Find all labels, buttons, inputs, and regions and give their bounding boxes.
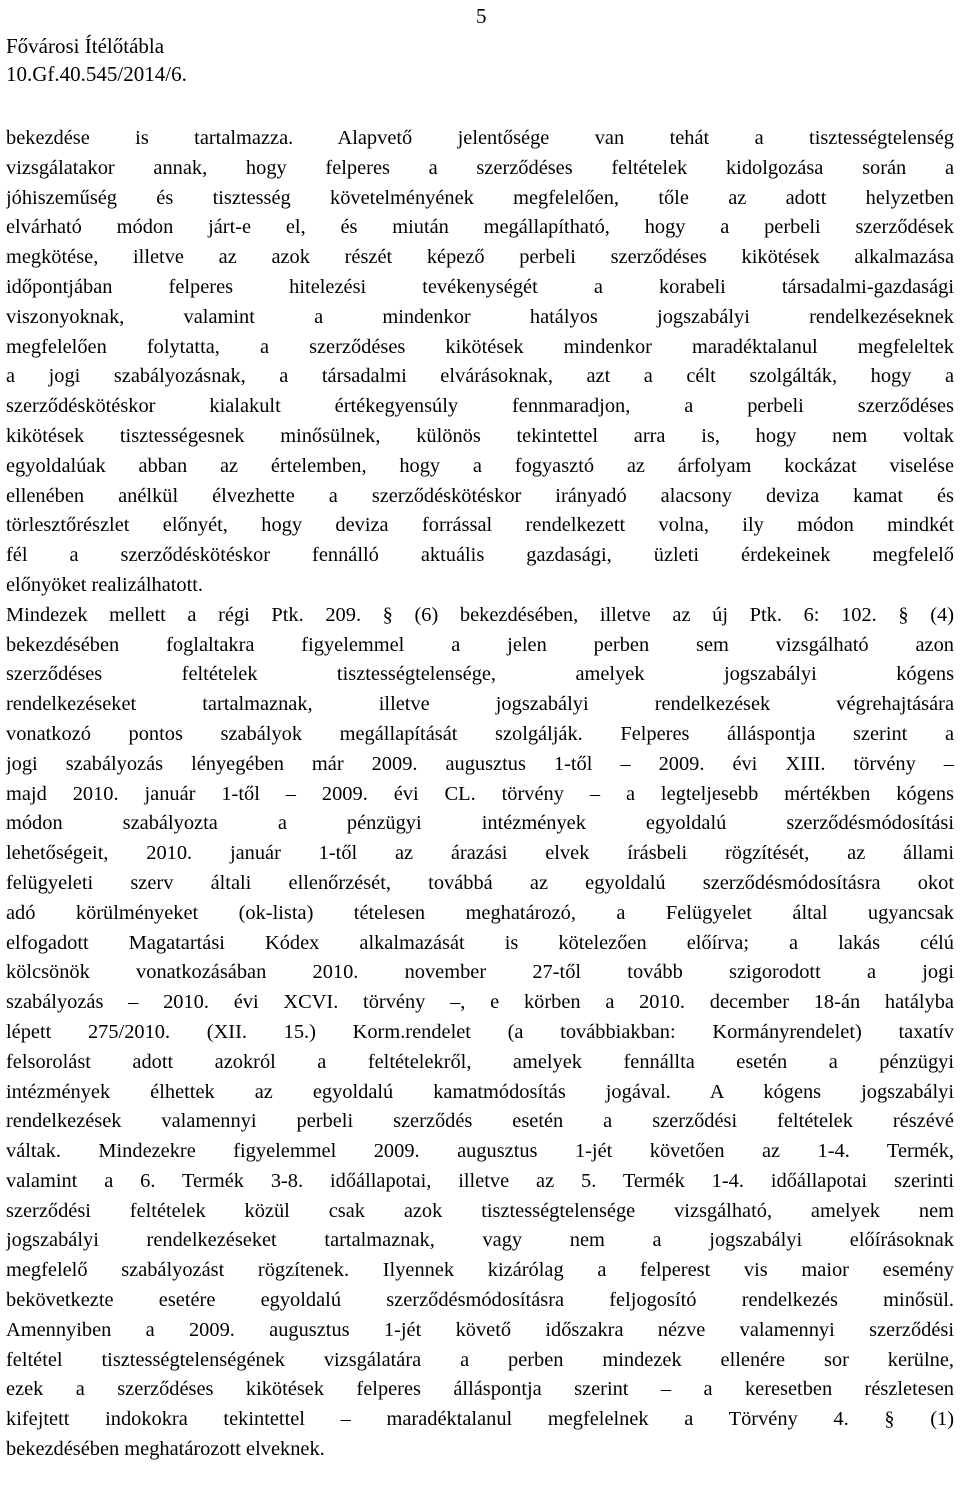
text-line: ellenében anélkül élvezhette a szerződéskötéskor irányadó alacsony deviza kamat és — [6, 484, 954, 507]
text-line: viszonyoknak, valamint a mindenkor hatályos jogszabályi rendelkezéseknek — [6, 305, 954, 328]
text-line: kölcsönök vonatkozásában 2010. november 27-től tovább szigorodott a jogi — [6, 961, 954, 984]
text-line: majd 2010. január 1-től – 2009. évi CL. törvény – a legteljesebb mértékben kógens — [6, 782, 954, 805]
text-line: jogi szabályozás lényegében már 2009. augusztus 1-től – 2009. évi XIII. törvény – — [6, 752, 954, 775]
text-line: a jogi szabályozásnak, a társadalmi elvárásoknak, azt a célt szolgálták, hogy a — [6, 365, 954, 388]
text-line: adó körülményeket (ok-lista) tételesen meghatározó, a Felügyelet által ugyancsak — [6, 901, 954, 924]
text-line: jogszabályi rendelkezéseket tartalmaznak, vagy nem a jogszabályi előírásoknak — [6, 1229, 954, 1252]
text-line: váltak. Mindezekre figyelemmel 2009. augusztus 1-jét követően az 1-4. Termék, — [6, 1140, 954, 1163]
text-line: ezek a szerződéses kikötések felperes álláspontja szerint – a keresetben részletesen — [6, 1378, 954, 1401]
case-number: 10.Gf.40.545/2014/6. — [6, 62, 187, 86]
text-line: bekövetkezte esetére egyoldalú szerződésmódosításra feljogosító rendelkezés minősül. — [6, 1289, 954, 1312]
text-line: szerződéskötéskor kialakult értékegyensúly fennmaradjon, a perbeli szerződéses — [6, 395, 954, 418]
text-line: időpontjában felperes hitelezési tevékenységét a korabeli társadalmi-gazdasági — [6, 275, 954, 298]
text-line: vonatkozó pontos szabályok megállapítását szolgálják. Felperes álláspontja szerint a — [6, 722, 954, 745]
text-line: Amennyiben a 2009. augusztus 1-jét követő időszakra nézve valamennyi szerződési — [6, 1318, 954, 1341]
text-line: Mindezek mellett a régi Ptk. 209. § (6) bekezdésében, illetve az új Ptk. 6: 102. § (4) — [6, 603, 954, 626]
text-line: felügyeleti szerv általi ellenőrzését, továbbá az egyoldalú szerződésmódosításra okot — [6, 871, 954, 894]
page-number: 5 — [476, 4, 487, 28]
document-body — [6, 124, 954, 1465]
text-line: intézmények élhettek az egyoldalú kamatmódosítás jogával. A kógens jogszabályi — [6, 1080, 954, 1103]
text-line: megfelelően folytatta, a szerződéses kikötések mindenkor maradéktalanul megfeleltek — [6, 335, 954, 358]
text-line: szerződési feltételek közül csak azok tisztességtelensége vizsgálható, amelyek nem — [6, 1199, 954, 1222]
text-line: bekezdése is tartalmazza. Alapvető jelentősége van tehát a tisztességtelenség — [6, 127, 954, 149]
text-line: rendelkezések valamennyi perbeli szerződés esetén a szerződési feltételek részévé — [6, 1110, 954, 1133]
text-line: felsorolást adott azokról a feltételekről, amelyek fennállta esetén a pénzügyi — [6, 1050, 954, 1073]
text-line: egyoldalúak abban az értelemben, hogy a fogyasztó az árfolyam kockázat viselése — [6, 454, 954, 477]
page-header — [6, 0, 954, 86]
text-line: elvárható módon járt-e el, és miután megállapítható, hogy a perbeli szerződések — [6, 216, 954, 239]
text-line: jóhiszeműség és tisztesség követelményének megfelelően, tőle az adott helyzetben — [6, 186, 954, 209]
text-line: törlesztőrészlet előnyét, hogy deviza forrással rendelkezett volna, ily módon mindkét — [6, 514, 954, 537]
text-line: kifejtett indokokra tekintettel – maradéktalanul megfelelnek a Törvény 4. § (1) — [6, 1408, 954, 1431]
text-line: rendelkezéseket tartalmaznak, illetve jogszabályi rendelkezések végrehajtására — [6, 693, 954, 716]
text-line: elfogadott Magatartási Kódex alkalmazását is kötelezően előírva; a lakás célú — [6, 931, 954, 954]
text-line: szerződéses feltételek tisztességtelensége, amelyek jogszabályi kógens — [6, 663, 954, 686]
text-line: valamint a 6. Termék 3-8. időállapotai, illetve az 5. Termék 1-4. időállapotai szerinti — [6, 1169, 954, 1192]
text-line: fél a szerződéskötéskor fennálló aktuális gazdasági, üzleti érdekeinek megfelelő — [6, 544, 954, 567]
text-line: szabályozás – 2010. évi XCVI. törvény –, e körben a 2010. december 18-án hatályba — [6, 991, 954, 1014]
text-line: megkötése, illetve az azok részét képező perbeli szerződéses kikötések alkalmazása — [6, 246, 954, 269]
text-line: módon szabályozta a pénzügyi intézmények egyoldalú szerződésmódosítási — [6, 812, 954, 835]
court-name: Fővárosi Ítélőtábla — [6, 34, 165, 58]
text-line: kikötések tisztességesnek minősülnek, különös tekintettel arra is, hogy nem voltak — [6, 424, 954, 447]
text-line: lépett 275/2010. (XII. 15.) Korm.rendelet (a továbbiakban: Kormányrendelet) taxatív — [6, 1020, 954, 1043]
text-line: vizsgálatakor annak, hogy felperes a szerződéses feltételek kidolgozása során a — [6, 156, 954, 179]
text-line: megfelelő szabályozást rögzítenek. Ilyennek kizárólag a felperest vis maior esemény — [6, 1259, 954, 1282]
text-line: feltétel tisztességtelenségének vizsgálatára a perben mindezek ellenére sor kerülne, — [6, 1348, 954, 1371]
text-line: előnyöket realizálhatott. — [6, 573, 204, 596]
text-line: bekezdésében foglaltakra figyelemmel a jelen perben sem vizsgálható azon — [6, 633, 954, 656]
text-line: lehetőségeit, 2010. január 1-től az árazási elvek írásbeli rögzítését, az állami — [6, 842, 954, 865]
text-line: bekezdésében meghatározott elveknek. — [6, 1438, 325, 1461]
